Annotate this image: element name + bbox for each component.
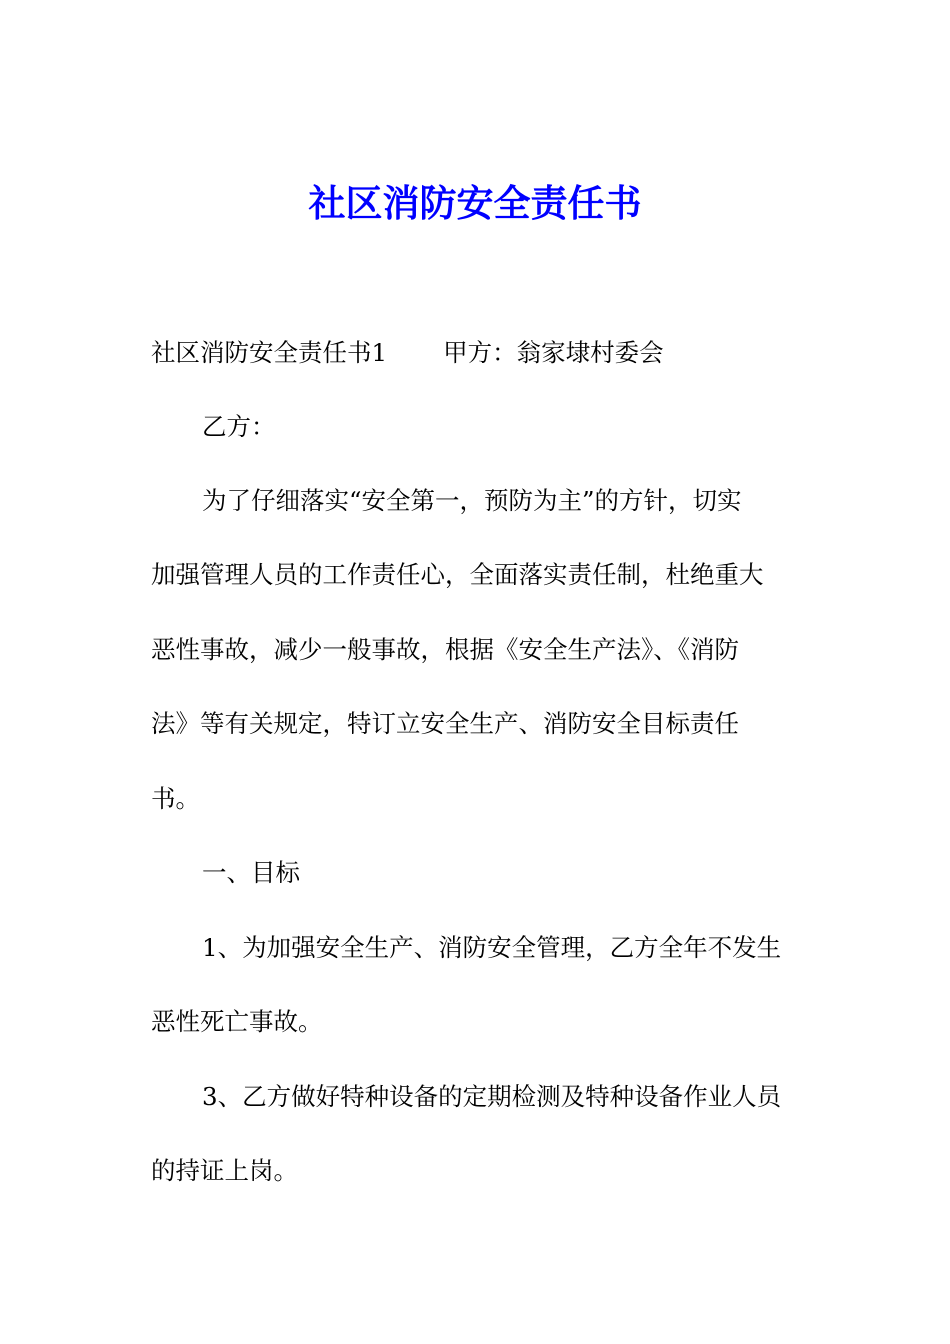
header-line bbox=[151, 337, 664, 369]
intro-line: 书。 bbox=[151, 784, 200, 813]
list-item-line: 的持证上岗。 bbox=[151, 1156, 298, 1185]
list-item-line: 3、乙方做好特种设备的定期检测及特种设备作业人员 bbox=[202, 1082, 782, 1111]
list-item-line: 恶性死亡事故。 bbox=[151, 1007, 323, 1036]
intro-line: 恶性事故，减少一般事故，根据《安全生产法》、《消防 bbox=[151, 635, 739, 664]
doc-label: 社区消防安全责任书1 bbox=[151, 338, 388, 367]
intro-line: 为了仔细落实“安全第一，预防为主”的方针，切实 bbox=[202, 486, 742, 515]
page-title: 社区消防安全责任书 bbox=[308, 181, 642, 225]
intro-line: 加强管理人员的工作责任心，全面落实责任制，杜绝重大 bbox=[151, 560, 764, 589]
party-b: 乙方： bbox=[202, 412, 276, 441]
party-a: 甲方：翁家埭村委会 bbox=[443, 338, 664, 367]
list-item-line: 1、为加强安全生产、消防安全管理，乙方全年不发生 bbox=[202, 933, 782, 962]
intro-line: 法》等有关规定，特订立安全生产、消防安全目标责任 bbox=[151, 709, 739, 738]
section-heading: 一、目标 bbox=[202, 858, 300, 887]
